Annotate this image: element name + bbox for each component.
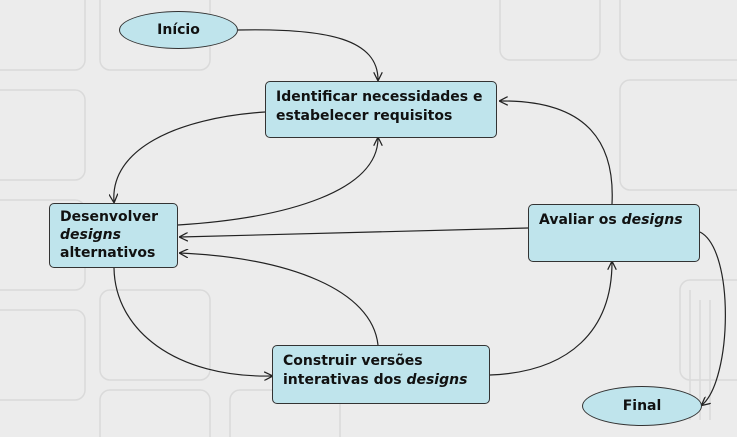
desenvolver-line2: designs <box>60 227 121 243</box>
construir-line2 <box>283 371 479 390</box>
desenvolver-line3: alternativos <box>60 245 156 261</box>
edge-avaliar-to-desenvolver <box>180 228 528 237</box>
edge-desenvolver-to-identificar <box>178 138 378 225</box>
construir-line1: Construir versões <box>283 353 423 369</box>
inicio-label: Início <box>157 21 200 38</box>
inicio-node <box>119 11 238 49</box>
edge-construir-to-desenvolver <box>180 253 378 345</box>
final-node <box>582 386 702 426</box>
final-label: Final <box>622 397 662 414</box>
identificar-line2: estabelecer requisitos <box>276 108 453 124</box>
desenvolver-node <box>49 203 178 268</box>
avaliar-prefix: Avaliar os <box>539 212 622 228</box>
avaliar-node <box>528 204 700 262</box>
desenvolver-line1: Desenvolver <box>60 209 158 225</box>
edge-construir-to-avaliar <box>490 262 612 375</box>
avaliar-emph: designs <box>621 212 683 228</box>
construir-line2-emph: designs <box>406 372 468 388</box>
edge-avaliar-to-identificar <box>500 101 612 204</box>
identificar-node <box>265 81 497 138</box>
edge-desenvolver-to-construir <box>114 268 272 376</box>
construir-line2-prefix: interativas dos <box>283 372 407 388</box>
construir-node <box>272 345 490 404</box>
edge-inicio-to-identificar <box>238 30 378 80</box>
edge-avaliar-to-final <box>700 232 725 405</box>
identificar-line1: Identificar necessidades e <box>276 89 483 105</box>
edge-identificar-to-desenvolver <box>114 112 265 202</box>
